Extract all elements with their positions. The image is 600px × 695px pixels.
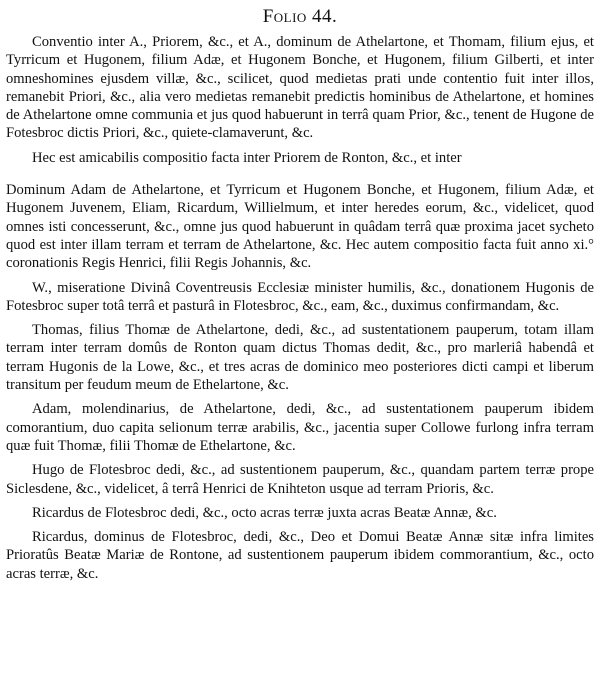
- paragraph-adam-molendinarius: Adam, molendinarius, de Athelartone, dedi, &c., ad sustentationem pauperum ibidem comorantium, duo capita selionum terræ arabilis, &c., jacentia super Collowe furlong infra terram quæ fuit Thomæ, filii Thomæ de Ethelartone, &c.: [6, 401, 594, 454]
- paragraph-miseratione: W., miseratione Divinâ Coventreusis Ecclesiæ minister humilis, &c., donationem Hugonis de Fotesbroc super totâ terrâ et pasturâ in Flotesbroc, &c., eam, &c., duximus confirmandam, &c.: [6, 279, 594, 314]
- document-page: [6, 0, 594, 695]
- paragraph-hec-est-amicabilis: Hec est amicabilis compositio facta inter Priorem de Ronton, &c., et inter: [32, 149, 462, 166]
- paragraph-dominum-adam: Dominum Adam de Athelartone, et Tyrricum et Hugonem Bonche, et Hugonem, filium Adæ, et Hugonem Juvenem, Eliam, Ricardum, Willielmum, et inter heredes eorum, &c., videlicet, quod omnes isti concesserunt, &c., omne jus quod habuerunt in quâdam terrâ quæ proxima jacet sycheto quod est inter illam terram et terram de Athelartone, &c. Hec autem compositio facta fuit anno xi.° coronationis Regis Henrici, filii Regis Johannis, &c.: [6, 182, 594, 272]
- paragraph-ricardus-octo-acras: Ricardus de Flotesbroc dedi, &c., octo acras terræ juxta acras Beatæ Annæ, &c.: [32, 504, 497, 521]
- paragraph-hugo-de-flotesbroc: Hugo de Flotesbroc dedi, &c., ad sustentionem pauperum, &c., quandam partem terræ prope Siclesdene, &c., videlicet, â terrâ Henrici de Knihteton usque ad terram Prioris, &c.: [6, 462, 594, 497]
- paragraph-ricardus-dominus: Ricardus, dominus de Flotesbroc, dedi, &c., Deo et Domui Beatæ Annæ sitæ infra limites Prioratûs Beatæ Mariæ de Rontone, ad sustentionem pauperum ibidem commorantium, &c., octo acras terræ, &c.: [6, 529, 594, 582]
- folio-heading: Folio 44.: [262, 6, 338, 27]
- paragraph-thomas-filius: Thomas, filius Thomæ de Athelartone, dedi, &c., ad sustentationem pauperum, totam illam terram inter terram domûs de Ronton quam dictus Thomas dedit, &c., pro marleriâ habendâ et terram Hugonis de la Lowe, &c., et tres acras de dominico meo posteriores dicti campi et liberum transitum per feudum meum de Ethelartone, &c.: [6, 322, 594, 394]
- paragraph-conventio: Conventio inter A., Priorem, &c., et A., dominum de Athelartone, et Thomam, filium ejus, et Tyrricum et Hugonem, filium Adæ, et Hugonem Bonche, et Hugonem, filium Gilberti, et inter omneshomines ejusdem villæ, &c., scilicet, quod medietas prati unde contentio fuit inter illos, remanebit Priori, &c., alia vero medietas remanebit predictis hominibus de Athelartone, et homines de Athelartone omne communia et jus quod habuerunt in terrâ quam Prior, &c., tenent de Hugone de Fotesbroc dictis Priori, &c., quiete-clamaverunt, &c.: [6, 34, 594, 142]
